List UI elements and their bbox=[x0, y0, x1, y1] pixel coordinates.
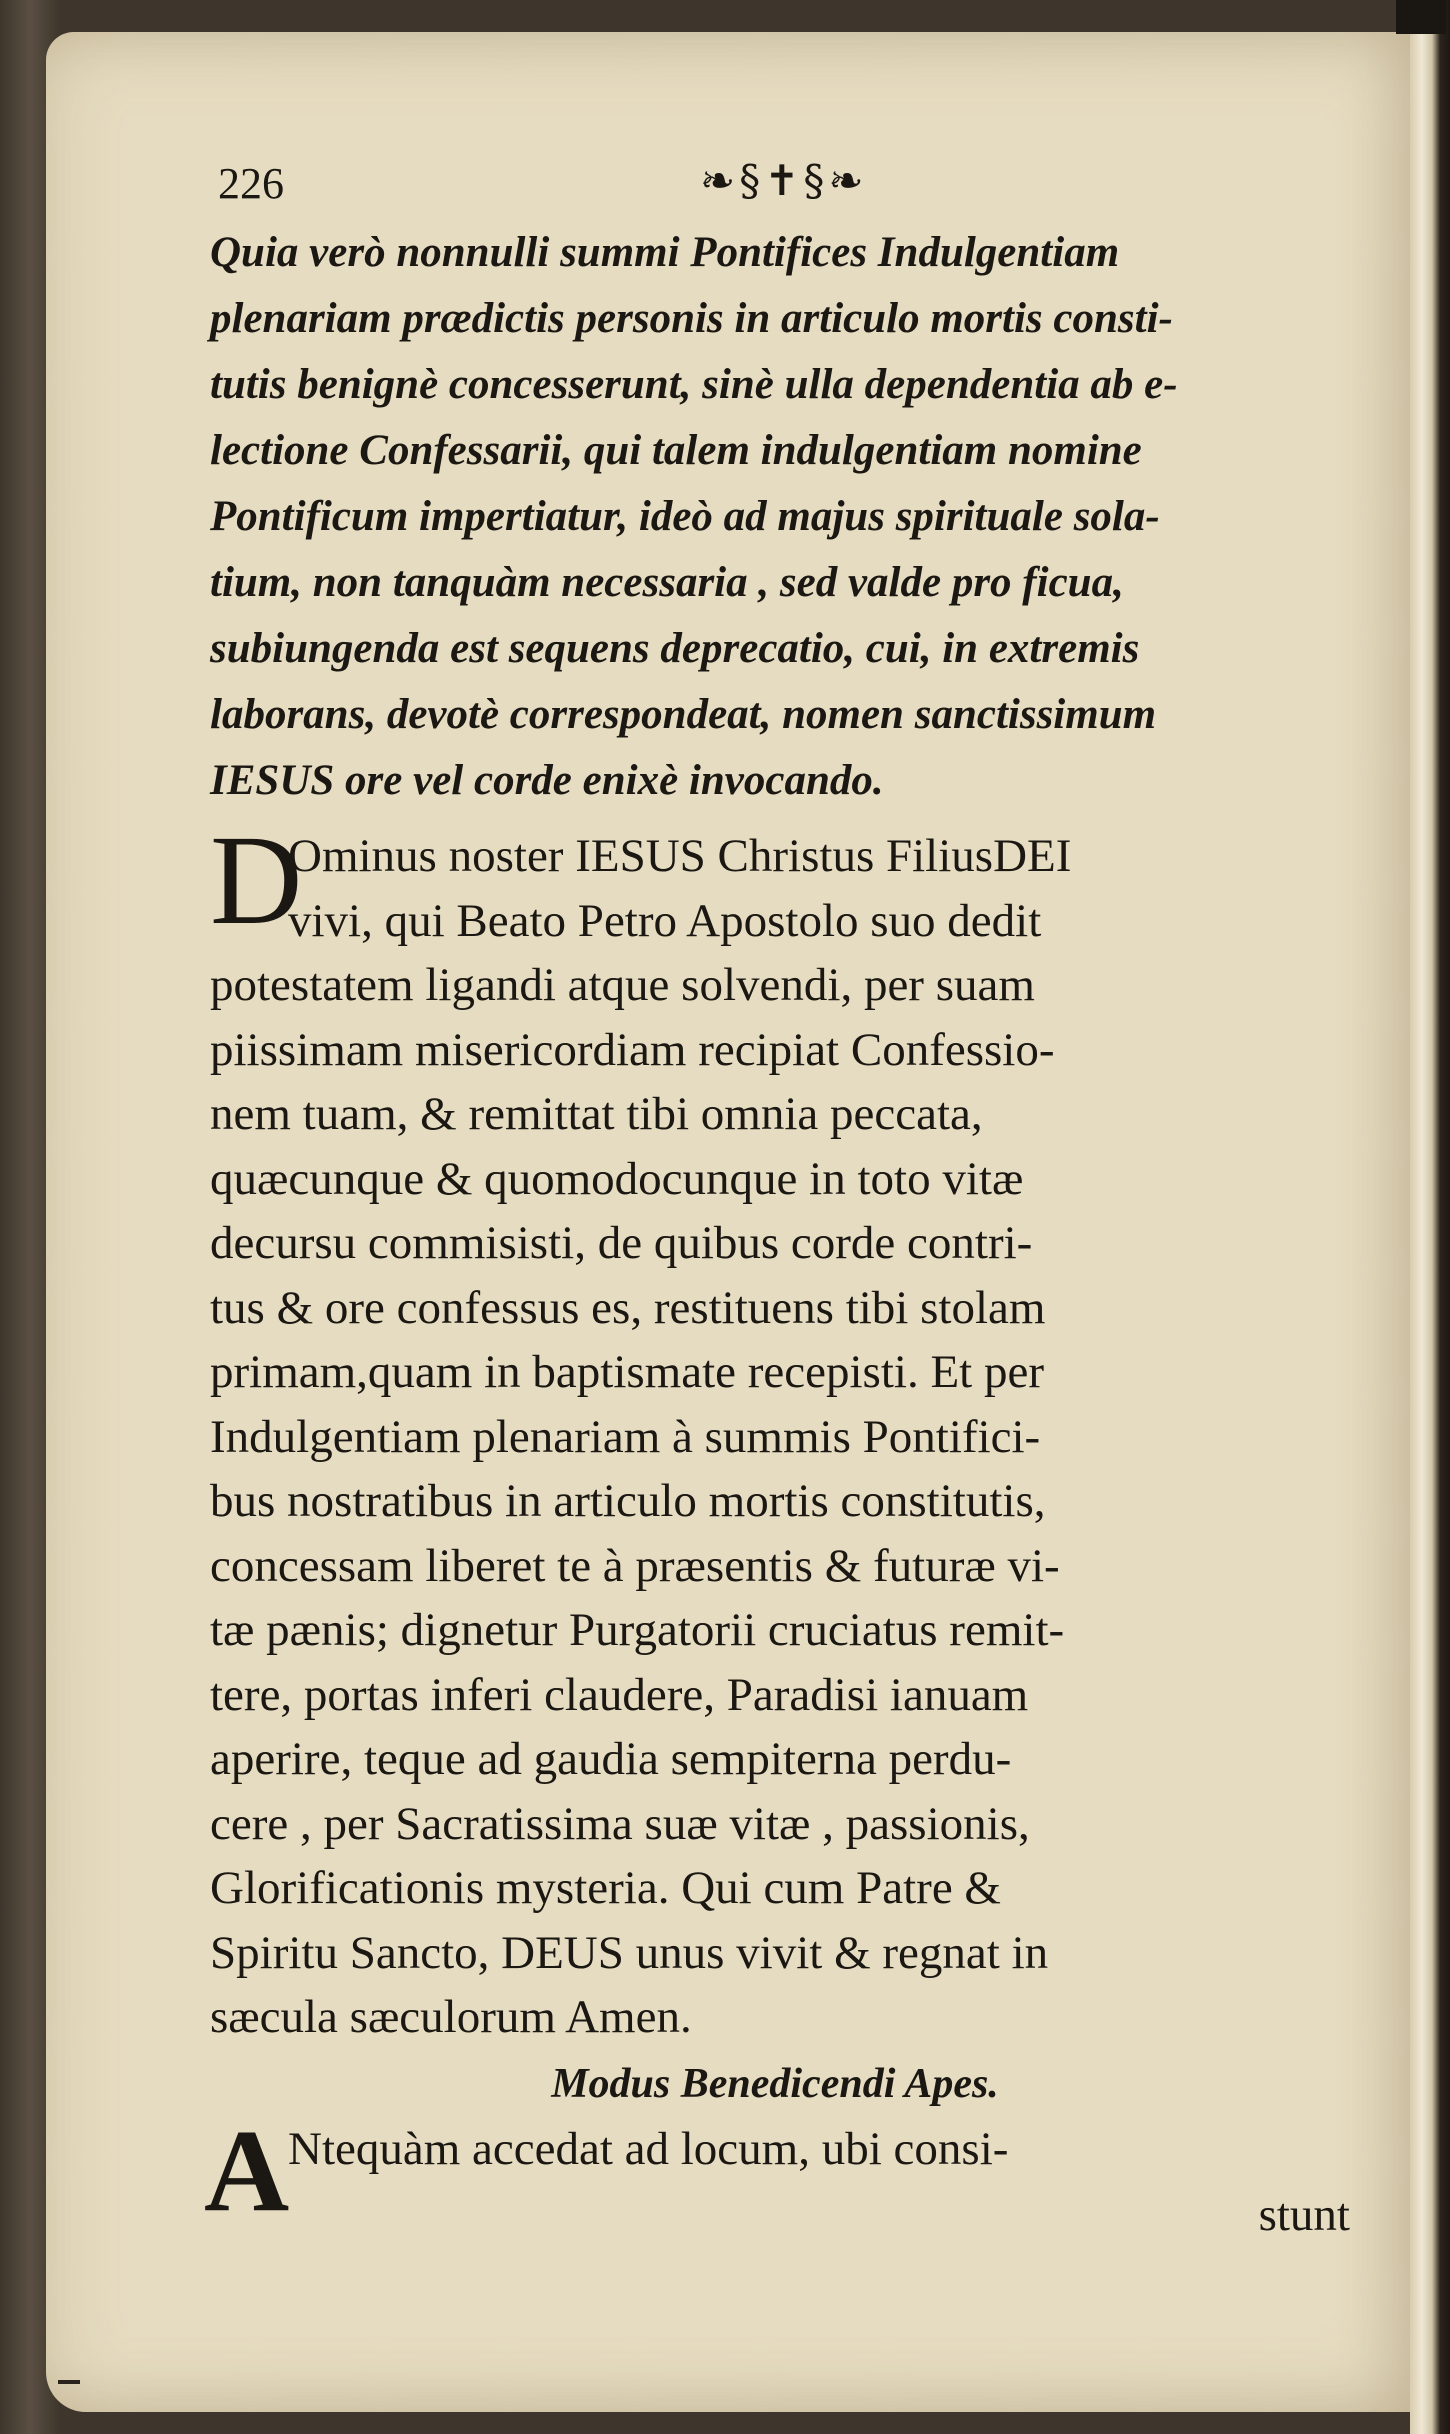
prayer-line: tus & ore confessus es, restituens tibi stolam bbox=[210, 1281, 1046, 1334]
prayer-line: tæ pænis; dignetur Purgatorii cruciatus remit- bbox=[210, 1604, 1065, 1656]
rubric-line: IESUS ore vel corde enixè invocando. bbox=[210, 757, 884, 804]
rubric-line: lectione Confessarii, qui talem indulgentiam nomine bbox=[210, 427, 1142, 474]
prayer-line: Glorificationis mysteria. Qui cum Patre & bbox=[210, 1862, 1001, 1914]
rubric-line: Pontificum impertiatur, ideò ad majus spirituale sola- bbox=[210, 493, 1160, 540]
prayer-line: nem tuam, & remittat tibi omnia peccata, bbox=[210, 1088, 983, 1140]
page-number: 226 bbox=[218, 159, 284, 208]
prayer-line: primam,quam in baptismate recepisti. Et per bbox=[210, 1346, 1044, 1398]
prayer-line: quæcunque & quomodocunque in toto vitæ bbox=[210, 1152, 1024, 1205]
prayer-line: concessam liberet te à præsentis & futuræ vi- bbox=[210, 1539, 1060, 1592]
catchword: stunt bbox=[1258, 2188, 1350, 2241]
prayer-line: cere , per Sacratissima suæ vitæ , passionis, bbox=[210, 1797, 1030, 1850]
drop-cap-d: D bbox=[210, 809, 303, 951]
next-section-line: Ntequàm accedat ad locum, ubi consi- bbox=[288, 2122, 1009, 2175]
prayer-line: Indulgentiam plenariam à summis Pontifici- bbox=[210, 1410, 1041, 1463]
rubric-line: subiungenda est sequens deprecatio, cui, in extremis bbox=[210, 625, 1140, 672]
margin-mark bbox=[58, 2380, 80, 2384]
rubric-line: plenariam prædictis personis in articulo mortis consti- bbox=[210, 295, 1173, 342]
prayer-line: sæcula sæculorum Amen. bbox=[210, 1991, 692, 2043]
page-header bbox=[210, 150, 1400, 220]
drop-cap-a: A bbox=[204, 2104, 290, 2236]
prayer-line: potestatem ligandi atque solvendi, per suam bbox=[210, 959, 1035, 1011]
page-text-block bbox=[204, 150, 1400, 2248]
prayer-line: tere, portas inferi claudere, Paradisi ianuam bbox=[210, 1668, 1029, 1721]
prayer-line: bus nostratibus in articulo mortis constitutis, bbox=[210, 1475, 1046, 1527]
italic-rubric bbox=[210, 220, 1400, 814]
prayer-line: piissimam misericordiam recipiat Confessio- bbox=[210, 1023, 1055, 1076]
prayer-line: decursu commisisti, de quibus corde contri- bbox=[210, 1217, 1033, 1269]
prayer-line: vivi, qui Beato Petro Apostolo suo dedit bbox=[288, 894, 1042, 947]
page-gutter bbox=[1410, 0, 1450, 2434]
binding-clip bbox=[1396, 0, 1446, 34]
rubric-line: tutis benignè concesserunt, sinè ulla dependentia ab e- bbox=[210, 361, 1178, 408]
absolution-prayer bbox=[210, 809, 1400, 2050]
next-section bbox=[204, 2104, 1400, 2248]
rubric-line: tium, non tanquàm necessaria , sed valde pro ficua, bbox=[210, 559, 1124, 606]
header-ornament: ❧§✝§❧ bbox=[700, 156, 868, 205]
prayer-line: aperire, teque ad gaudia sempiterna perdu- bbox=[210, 1733, 1012, 1785]
prayer-line: Spiritu Sancto, DEUS unus vivit & regnat in bbox=[210, 1926, 1049, 1979]
rubric-line: Quia verò nonnulli summi Pontifices Indulgentiam bbox=[210, 229, 1120, 276]
rubric-line: laborans, devotè correspondeat, nomen sanctissimum bbox=[210, 691, 1157, 738]
prayer-line: Ominus noster IESUS Christus FiliusDEI bbox=[288, 830, 1072, 882]
section-title: Modus Benedicendi Apes. bbox=[551, 2060, 999, 2107]
